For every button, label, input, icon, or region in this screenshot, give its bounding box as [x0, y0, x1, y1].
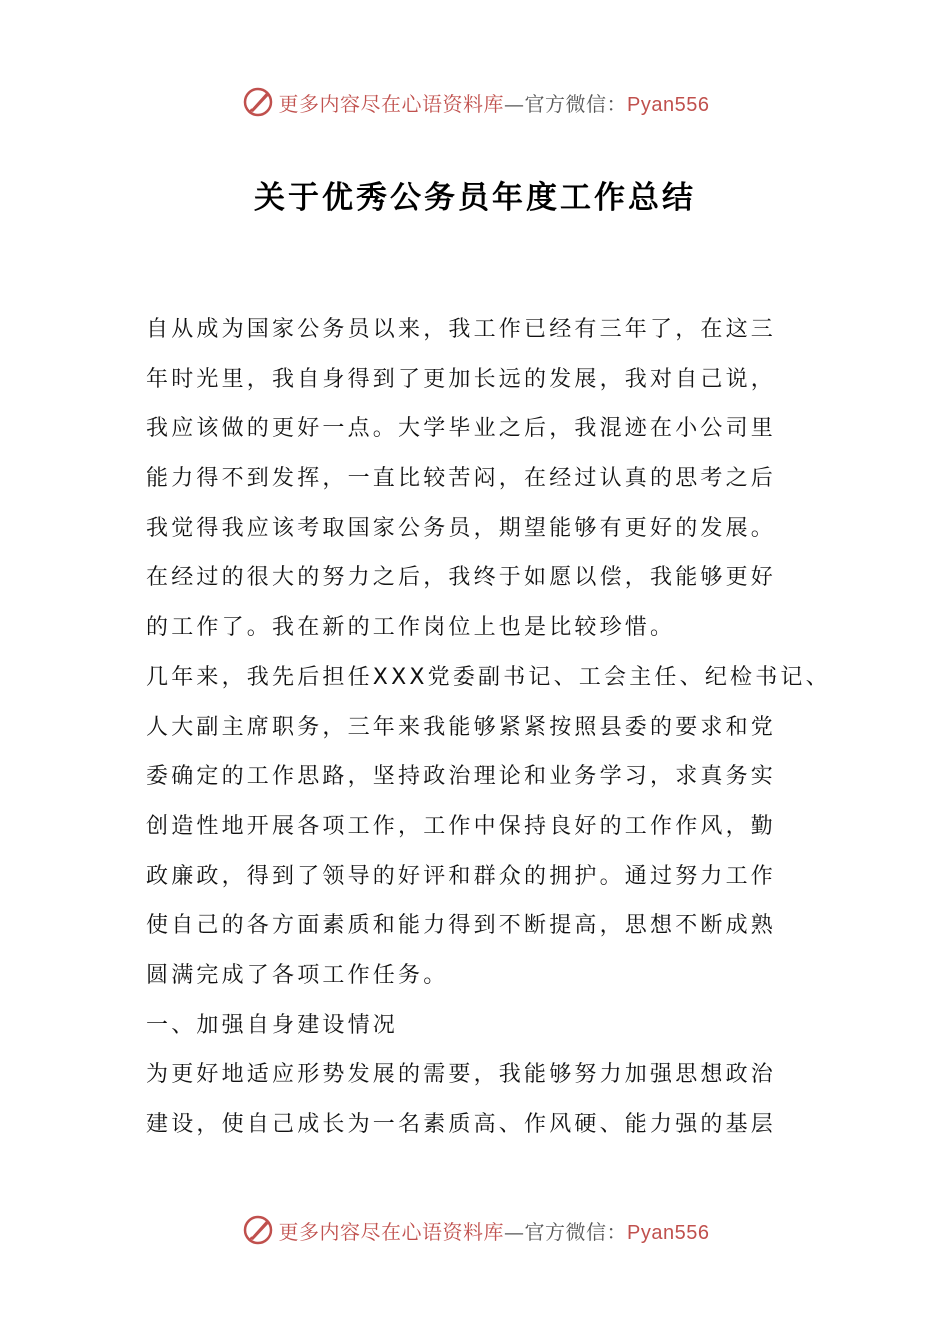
body-line: 能力得不到发挥，一直比较苦闷，在经过认真的思考之后: [146, 466, 777, 492]
body-line: 建设，使自己成长为一名素质高、作风硬、能力强的基层: [146, 1112, 777, 1137]
header-banner-text: [279, 88, 710, 117]
body-line: 人大副主席职务，三年来我能够紧紧按照县委的要求和党: [146, 714, 777, 740]
header-banner-main: 更多内容尽在心语资料库: [278, 91, 505, 116]
body-line: 委确定的工作思路，坚持政治理论和业务学习，求真务实: [146, 764, 777, 790]
body-line: 我觉得我应该考取国家公务员，期望能够有更好的发展。: [146, 515, 777, 541]
footer-banner-main: 更多内容尽在心语资料库: [278, 1219, 505, 1244]
document-body: [146, 305, 831, 1150]
body-line: 在经过的很大的努力之后，我终于如愿以偿，我能够更好: [146, 565, 777, 591]
body-line: 创造性地开展各项工作，工作中保持良好的工作作风，勤: [146, 813, 777, 839]
body-line: 使自己的各方面素质和能力得到不断提高，思想不断成熟: [146, 913, 777, 939]
quill-pen-logo-icon: [241, 1213, 275, 1247]
body-line: 的工作了。我在新的工作岗位上也是比较珍惜。: [146, 615, 676, 641]
header-banner-suffix: —官方微信：: [504, 91, 628, 116]
footer-banner-text: [279, 1216, 710, 1245]
footer-watermark-banner: [0, 1210, 950, 1250]
header-banner-handle: Pyan556: [627, 93, 710, 116]
body-line: 政廉政，得到了领导的好评和群众的拥护。通过努力工作: [146, 863, 777, 889]
body-line: 年时光里，我自身得到了更加长远的发展，我对自己说，: [146, 366, 777, 392]
body-line: 几年来，我先后担任XXX党委副书记、工会主任、纪检书记、: [146, 664, 831, 690]
body-line: 为更好地适应形势发展的需要，我能够努力加强思想政治: [146, 1062, 777, 1088]
body-line: 自从成为国家公务员以来，我工作已经有三年了，在这三: [146, 317, 777, 342]
footer-banner-handle: Pyan556: [627, 1221, 710, 1244]
body-line: 圆满完成了各项工作任务。: [146, 962, 449, 988]
document-title: 关于优秀公务员年度工作总结: [254, 180, 696, 216]
footer-banner-suffix: —官方微信：: [504, 1219, 628, 1244]
body-line: 我应该做的更好一点。大学毕业之后，我混迹在小公司里: [146, 416, 777, 442]
section-heading: 一、加强自身建设情况: [146, 1012, 399, 1038]
quill-pen-logo-icon: [241, 85, 275, 119]
header-watermark-banner: [0, 82, 950, 122]
